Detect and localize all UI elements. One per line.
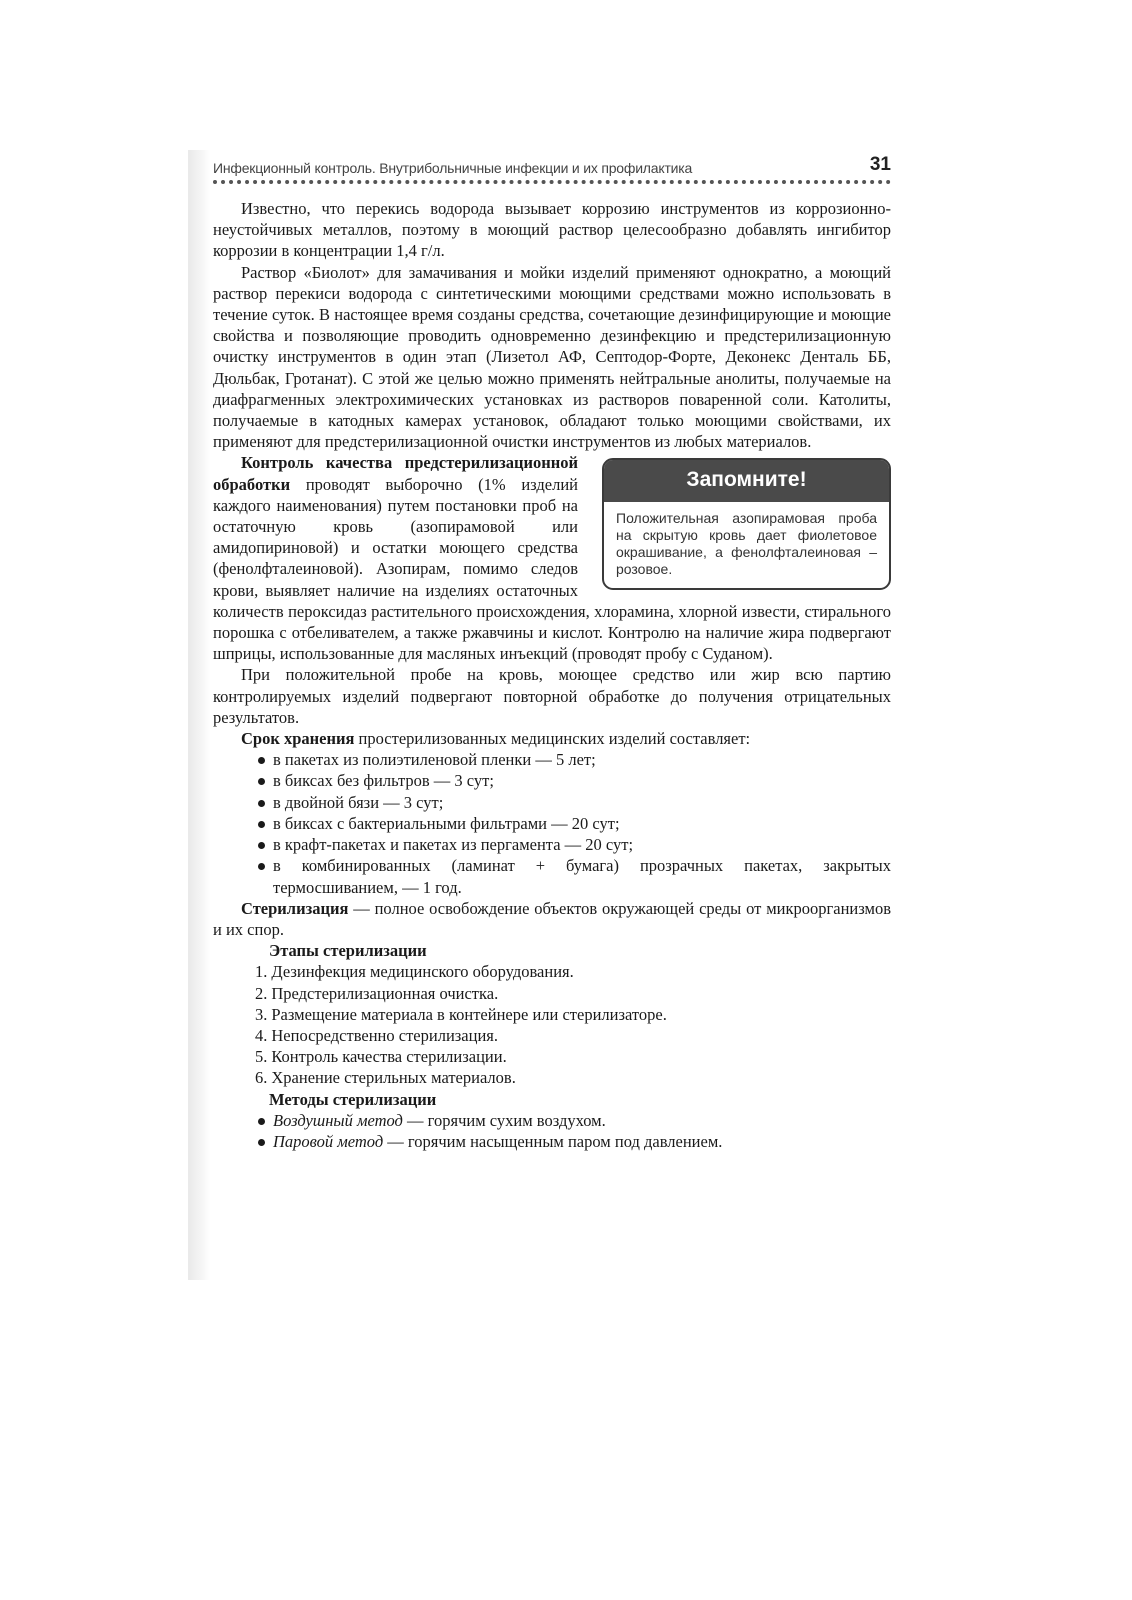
list-item [213, 1131, 891, 1152]
running-header [213, 150, 891, 176]
storage-lead-text: простерилизованных медицинских изделий составляет: [354, 729, 751, 749]
step-number: 2. [255, 983, 268, 1003]
paragraph-sterilization [213, 898, 891, 940]
list-item [213, 983, 891, 1004]
list-item [213, 1110, 891, 1131]
step-number: 4. [255, 1025, 268, 1045]
sterilization-definition: — полное освобождение объектов окружающей среды от микроорганизмов и их спор. [213, 898, 891, 939]
page-number: 31 [869, 154, 891, 175]
step-number: 6. [255, 1068, 268, 1088]
step-number: 3. [255, 1004, 268, 1024]
paragraph-biolot: Раствор «Биолот» для замачивания и мойки изделий применяют однократно, а моющий раствор перекиси водорода с синтетическими моющими средствами можно использовать в течение суток. В настоящее время созданы средства, сочетающие дезинфицирующие и моющие свойства и позволяющие проводить одновременно дезинфекцию и предстерилизационную очистку инструментов в один этап (Лизетол АФ, Септодор-Форте, Деконекс Денталь ББ, Дюльбак, Гротанат). С этой же целью можно применять нейтральные анолиты, получаемые на диафрагменных электрохимических установках из растворов поваренной соли. Католиты, получаемые в катодных камерах установок, обладают только моющими свойствами, их применяют для предстерилизационной очистки инструментов из любых материалов. [213, 262, 891, 452]
list-item [213, 1004, 891, 1025]
method-description: — горячим сухим воздухом. [402, 1110, 606, 1130]
page-body [213, 198, 891, 1152]
list-item: в биксах с бактериальными фильтрами — 20 сут; [213, 813, 891, 834]
paragraph-storage-lead [213, 728, 891, 749]
book-page [213, 150, 891, 1152]
callout-title: Запомните! [604, 460, 889, 501]
stages-list [213, 961, 891, 1088]
stages-heading: Этапы стерилизации [269, 941, 427, 961]
step-number: 1. [255, 962, 268, 982]
paragraph-hydrogen-peroxide: Известно, что перекись водорода вызывает коррозию инструментов из коррозионно-неустойчивых металлов, поэтому в моющий раствор целесообразно добавлять ингибитор коррозии в концентрации 1,4 г/л. [213, 199, 891, 261]
list-item: в двойной бязи — 3 сут; [213, 792, 891, 813]
remember-callout [602, 458, 891, 589]
list-item [213, 1025, 891, 1046]
step-text: Дезинфекция медицинского оборудования. [271, 962, 574, 982]
running-title: Инфекционный контроль. Внутрибольничные инфекции и их профилактика [213, 160, 693, 176]
methods-list [213, 1110, 891, 1152]
method-description: — горячим насыщенным паром под давлением. [383, 1131, 723, 1151]
list-item: в пакетах из полиэтиленовой пленки — 5 лет; [213, 749, 891, 770]
step-text: Размещение материала в контейнере или стерилизаторе. [271, 1004, 667, 1024]
list-item [213, 1067, 891, 1088]
paragraph-positive-test: При положительной пробе на кровь, моющее средство или жир всю партию контролируемых изделий подвергают повторной обработке до получения отрицательных результатов. [213, 665, 891, 727]
methods-heading: Методы стерилизации [269, 1089, 437, 1109]
list-item: в комбинированных (ламинат + бумага) прозрачных пакетах, закрытых термосшиванием, — 1 год. [213, 855, 891, 897]
storage-term: Срок хранения [241, 729, 355, 749]
list-item: в крафт-пакетах и пакетах из пергамента — 20 сут; [213, 834, 891, 855]
method-term: Воздушный метод [273, 1110, 403, 1130]
step-text: Предстерилизационная очистка. [271, 983, 499, 1003]
callout-text: Положительная азопирамовая проба на скрытую кровь дает фиолетовое окрашивание, а фенолфталеиновая – розовое. [616, 509, 877, 577]
step-text: Непосредственно стерилизация. [271, 1025, 498, 1045]
scan-binding-shadow [188, 150, 210, 1280]
step-text: Контроль качества стерилизации. [271, 1047, 507, 1067]
storage-list [213, 749, 891, 897]
quality-control-text: проводят выборочно (1% изделий каждого наименования) путем постановки проб на остаточную кровь (азопирамовой или амидопириновой) и остатки моющего средства (фенолфталеиновой). Азопирам, помимо следов крови, выявляет наличие на изделиях остаточных количеств пероксидаз растительного происхождения, хлорамина, хлорной извести, стирального порошка с отбеливателем, а также ржавчины и кислот. Контролю на наличие жира подвергают шприцы, использованные для масляных инъекций (проводят пробу с Суданом). [213, 474, 891, 664]
step-number: 5. [255, 1047, 268, 1067]
method-term: Паровой метод [273, 1131, 384, 1151]
step-text: Хранение стерильных материалов. [271, 1068, 516, 1088]
sterilization-term: Стерилизация [241, 898, 349, 918]
header-dotted-rule [213, 180, 891, 188]
list-item [213, 961, 891, 982]
quality-control-term: Контроль качества предстерилизационной обработки [213, 453, 578, 494]
list-item [213, 1046, 891, 1067]
list-item: в биксах без фильтров — 3 сут; [213, 770, 891, 791]
